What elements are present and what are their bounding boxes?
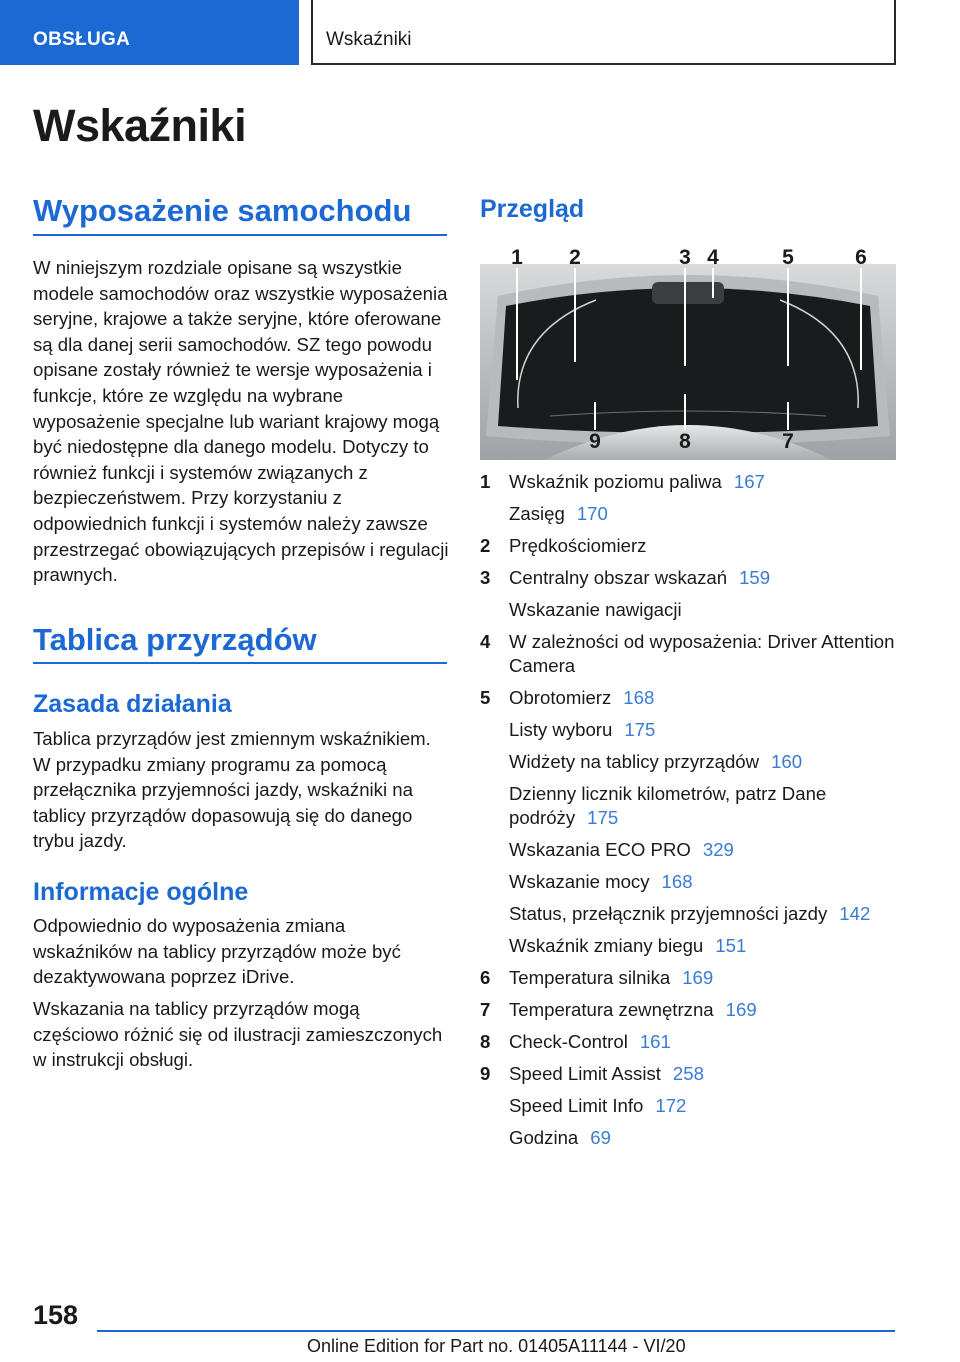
legend-text: Wskazania ECO PRO <box>509 839 691 860</box>
legend-row <box>480 1030 900 1054</box>
legend-text: Wskazanie nawigacji <box>509 599 682 620</box>
legend-row <box>480 598 900 622</box>
page-reference-link[interactable]: 175 <box>624 719 656 740</box>
page-reference-link[interactable]: 168 <box>623 687 655 708</box>
legend-text: Listy wyboru <box>509 719 613 740</box>
page-reference-link[interactable]: 169 <box>725 999 757 1020</box>
legend-row <box>480 870 900 894</box>
legend-text: W zależności od wyposażenia: Driver Attention Camera <box>509 631 895 676</box>
legend-row <box>480 534 900 558</box>
legend-number: 1 <box>480 471 491 492</box>
section-tab: OBSŁUGA <box>0 0 299 65</box>
callout-legend <box>480 470 900 1158</box>
legend-text: Wskazanie mocy <box>509 871 650 892</box>
legend-text: Speed Limit Assist <box>509 1063 661 1084</box>
page-reference-link[interactable]: 329 <box>702 839 734 860</box>
page-reference-link[interactable]: 168 <box>661 871 693 892</box>
callout-4: 4 <box>707 246 719 269</box>
legend-row <box>480 718 900 742</box>
page-reference-link[interactable]: 172 <box>655 1095 687 1116</box>
page-reference-link[interactable]: 161 <box>639 1031 671 1052</box>
legend-text: Wskaźnik poziomu paliwa <box>509 471 722 492</box>
page-reference-link[interactable]: 69 <box>590 1127 611 1148</box>
legend-row <box>480 566 900 590</box>
legend-row <box>480 998 900 1022</box>
general-paragraph-1: Odpowiednio do wyposażenia zmiana wskaźników na tablicy przyrządów może być dezaktywowana poprzez iDrive. <box>33 915 401 988</box>
legend-row <box>480 966 900 990</box>
page-reference-link[interactable]: 170 <box>576 503 608 524</box>
heading-overview: Przegląd <box>480 195 585 223</box>
equipment-paragraph: W niniejszym rozdziale opisane są wszystkie modele samochodów oraz wszystkie wyposażenia seryjne, krajowe a także seryjne, które oferowane są dla danej serii samochodów. SZ tego powodu opisane zostały również te wersje wyposażenia i funkcje, które ze względu na wybrane wyposażenie specjalne lub wariant krajowy mogą być niedostępne dla danego modelu. Dotyczy to również funkcji i systemów związanych z bezpieczeństwem. Przy korzystaniu z odpowiednich funkcji i systemów należy zawsze przestrzegać obowiązujących przepisów i regulacji prawnych. <box>33 257 449 586</box>
callout-3: 3 <box>679 246 691 269</box>
legend-text: Godzina <box>509 1127 579 1148</box>
principle-paragraph: Tablica przyrządów jest zmiennym wskaźnikiem. W przypadku zmiany programu za pomocą przełącznika przyjemności jazdy, wskaźniki na tablicy przyrządów dopasowują się do danego trybu jazdy. <box>33 728 431 852</box>
legend-row <box>480 1062 900 1086</box>
page-header <box>0 0 960 66</box>
callout-8: 8 <box>679 430 691 453</box>
page-reference-link[interactable]: 175 <box>587 807 619 828</box>
callout-7: 7 <box>782 430 794 453</box>
legend-text: Temperatura zewnętrzna <box>509 999 714 1020</box>
callout-2: 2 <box>569 246 581 269</box>
legend-text: Wskaźnik zmiany biegu <box>509 935 704 956</box>
legend-number: 2 <box>480 535 491 556</box>
page-reference-link[interactable]: 169 <box>682 967 714 988</box>
chapter-title-box: Wskaźniki <box>311 0 896 65</box>
heading-rule <box>33 662 447 664</box>
page-reference-link[interactable]: 142 <box>839 903 871 924</box>
general-paragraph-2: Wskazania na tablicy przyrządów mogą częściowo różnić się od ilustracji zamieszczonych w instrukcji obsługi. <box>33 998 443 1071</box>
footer-rule <box>97 1330 895 1332</box>
edition-footer: Online Edition for Part no. 01405A11144 - VI/20 <box>307 1336 686 1356</box>
legend-row <box>480 750 900 774</box>
legend-number: 8 <box>480 1031 491 1052</box>
legend-number: 3 <box>480 567 491 588</box>
instrument-cluster-illustration <box>480 240 896 460</box>
page-number: 158 <box>33 1300 79 1330</box>
legend-row <box>480 902 900 926</box>
legend-row <box>480 630 900 678</box>
legend-row <box>480 470 900 494</box>
page-reference-link[interactable]: 151 <box>715 935 747 956</box>
callout-9: 9 <box>589 430 601 453</box>
legend-row <box>480 1094 900 1118</box>
heading-equipment: Wyposażenie samochodu <box>33 193 412 228</box>
legend-text: Check-Control <box>509 1031 628 1052</box>
legend-row <box>480 838 900 862</box>
page-reference-link[interactable]: 258 <box>672 1063 704 1084</box>
legend-text: Zasięg <box>509 503 565 524</box>
legend-number: 5 <box>480 687 491 708</box>
heading-instrument-cluster: Tablica przyrządów <box>33 622 317 657</box>
legend-number: 6 <box>480 967 491 988</box>
legend-number: 9 <box>480 1063 491 1084</box>
page-reference-link[interactable]: 167 <box>733 471 765 492</box>
legend-text: Dzienny licznik kilometrów, patrz Dane podróży <box>509 783 827 828</box>
page-reference-link[interactable]: 159 <box>739 567 771 588</box>
legend-row <box>480 502 900 526</box>
legend-row <box>480 686 900 710</box>
legend-row <box>480 1126 900 1150</box>
legend-text: Temperatura silnika <box>509 967 671 988</box>
legend-number: 4 <box>480 631 491 652</box>
legend-text: Widżety na tablicy przyrządów <box>509 751 760 772</box>
callout-5: 5 <box>782 246 794 269</box>
legend-row <box>480 782 900 830</box>
heading-principle: Zasada działania <box>33 690 232 718</box>
page-title: Wskaźniki <box>33 100 247 151</box>
callout-6: 6 <box>855 246 867 269</box>
heading-general: Informacje ogólne <box>33 878 249 906</box>
callout-1: 1 <box>511 246 523 269</box>
legend-text: Centralny obszar wskazań <box>509 567 728 588</box>
heading-rule <box>33 234 447 236</box>
page-reference-link[interactable]: 160 <box>771 751 803 772</box>
legend-text: Prędkościomierz <box>509 535 647 556</box>
legend-number: 7 <box>480 999 491 1020</box>
legend-row <box>480 934 900 958</box>
legend-text: Status, przełącznik przyjemności jazdy <box>509 903 828 924</box>
legend-text: Obrotomierz <box>509 687 612 708</box>
legend-text: Speed Limit Info <box>509 1095 644 1116</box>
